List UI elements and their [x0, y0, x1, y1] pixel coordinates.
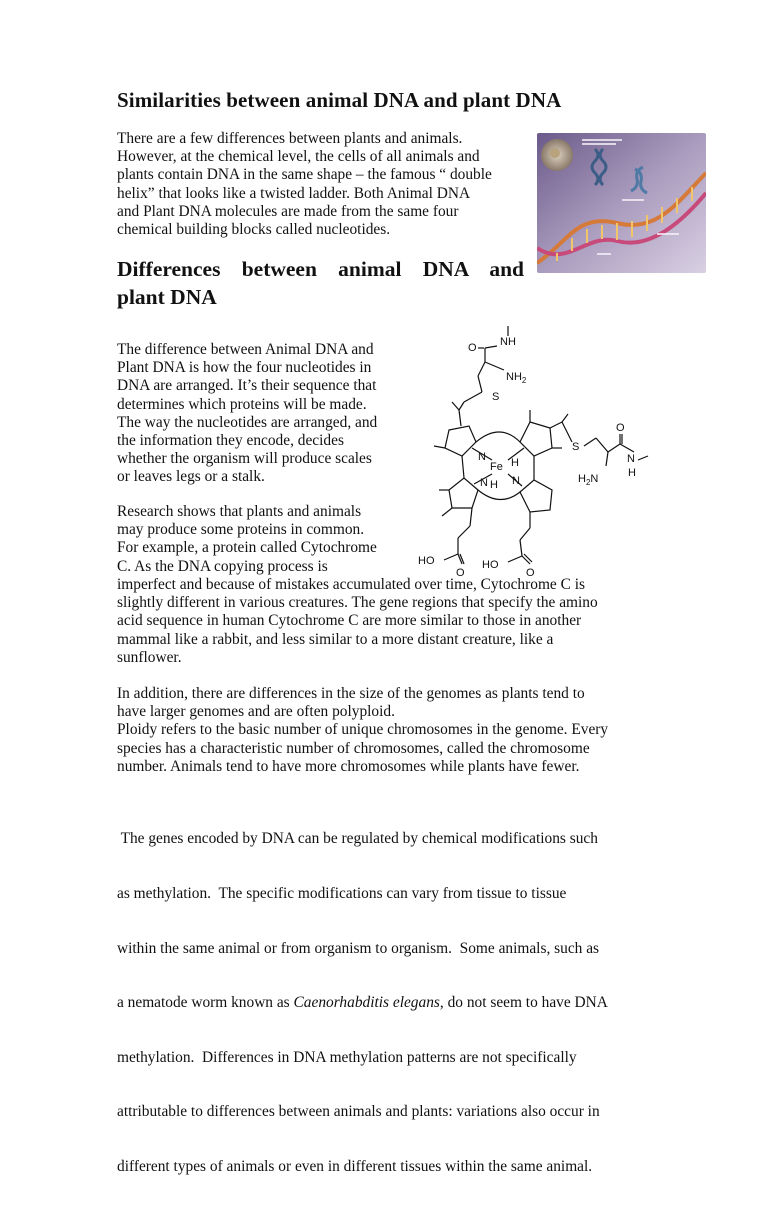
text-line: acid sequence in human Cytochrome C are more similar to those in another: [117, 612, 582, 630]
atom-label: O: [616, 422, 625, 434]
text-line: However, at the chemical level, the cells of all animals and: [117, 148, 480, 166]
text-line-with-species: [117, 994, 657, 1012]
atom-label: N: [627, 453, 635, 465]
text-line: sunflower.: [117, 648, 182, 666]
text-line: Research shows that plants and animals: [117, 503, 362, 520]
atom-label: H: [511, 457, 519, 469]
text-line: In addition, there are differences in the size of the genomes as plants tend to: [117, 685, 585, 702]
text-line: There are a few differences between plants and animals.: [117, 130, 463, 147]
atom-label: N: [480, 477, 488, 489]
heading-line: Differences between animal DNA and: [117, 257, 524, 281]
text-line: plants contain DNA in the same shape – the famous “ double: [117, 166, 492, 184]
atom-label: O: [468, 342, 477, 354]
paragraph-nucleotide-arrangement: [117, 341, 407, 487]
paragraph-similarities: [117, 130, 517, 239]
text-line: chemical building blocks called nucleotides.: [117, 221, 391, 239]
atom-label: $NH_2$: [506, 371, 527, 385]
text-line: the information they encode, decides: [117, 432, 344, 450]
text-line: methylation. Differences in DNA methylation patterns are not specifically: [117, 1048, 577, 1066]
atom-label: HO: [482, 559, 499, 571]
text-line: whether the organism will produce scales: [117, 450, 372, 468]
atom-label: H: [490, 479, 498, 491]
text-fragment: a nematode worm known as: [117, 994, 294, 1012]
text-line: For example, a protein called Cytochrome: [117, 539, 377, 557]
paragraph-cytochrome-full: [117, 576, 657, 667]
text-line: imperfect and because of mistakes accumulated over time, Cytochrome C is: [117, 576, 585, 593]
heading-similarities: Similarities between animal DNA and plant DNA: [117, 88, 562, 112]
atom-label: Fe: [490, 461, 503, 473]
text-line: The genes encoded by DNA can be regulated by chemical modifications such: [117, 830, 598, 848]
text-line: species has a characteristic number of chromosomes, called the chromosome: [117, 739, 590, 757]
atom-label: O: [526, 567, 535, 578]
text-line: The difference between Animal DNA and: [117, 341, 374, 358]
atom-label: $H_2N$: [578, 473, 599, 487]
atom-label: HO: [418, 555, 435, 567]
paragraph-methylation: [117, 794, 657, 1213]
atom-label: S: [492, 391, 500, 403]
text-line: as methylation. The specific modifications can vary from tissue to tissue: [117, 885, 567, 903]
dna-helix-illustration: [537, 133, 706, 273]
text-line: The way the nucleotides are arranged, and: [117, 413, 378, 431]
text-line: and Plant DNA molecules are made from the same four: [117, 202, 459, 220]
text-line: or leaves legs or a stalk.: [117, 468, 265, 486]
heading-line: plant DNA: [117, 285, 217, 309]
cytochrome-c-structure-diagram: [412, 318, 674, 578]
atom-label: S: [572, 441, 580, 453]
atom-label: O: [456, 567, 465, 578]
paragraph-cytochrome-wrapped: [117, 503, 417, 576]
heading-differences: [117, 255, 524, 311]
atom-label: N: [478, 451, 486, 463]
text-line: may produce some proteins in common.: [117, 521, 365, 539]
species-name: Caenorhabditis elegans: [293, 994, 440, 1012]
atom-label: NH: [500, 336, 516, 348]
text-line: slightly different in various creatures. The gene regions that specify the amino: [117, 594, 598, 612]
text-line: C. As the DNA copying process is: [117, 557, 328, 575]
atom-label: N: [512, 475, 520, 487]
text-line: determines which proteins will be made.: [117, 395, 367, 413]
text-line: DNA are arranged. It’s their sequence that: [117, 377, 377, 395]
text-line: within the same animal or from organism to organism. Some animals, such as: [117, 939, 600, 957]
text-line: Plant DNA is how the four nucleotides in: [117, 359, 372, 377]
text-line: helix” that looks like a twisted ladder. Both Animal DNA: [117, 184, 471, 202]
atom-label: H: [628, 467, 636, 479]
paragraph-genome-size: [117, 685, 657, 776]
text-line: attributable to differences between animals and plants: variations also occur in: [117, 1103, 600, 1121]
text-line: Ploidy refers to the basic number of unique chromosomes in the genome. Every: [117, 721, 609, 739]
text-line: number. Animals tend to have more chromosomes while plants have fewer.: [117, 757, 580, 775]
text-line: different types of animals or even in different tissues within the same animal.: [117, 1158, 593, 1176]
text-fragment: , do not seem to have DNA: [439, 994, 608, 1012]
text-line: have larger genomes and are often polyploid.: [117, 703, 395, 721]
text-line: mammal like a rabbit, and less similar to a more distant creature, like a: [117, 630, 554, 648]
